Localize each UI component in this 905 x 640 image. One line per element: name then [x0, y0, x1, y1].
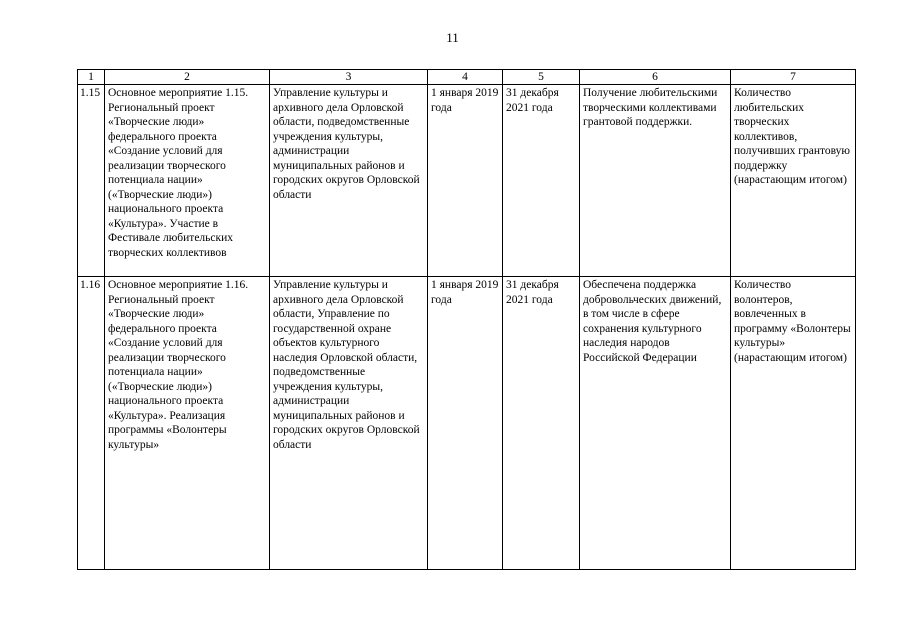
- result-cell: Получение любительскими творческими коллективами грантовой поддержки.: [580, 85, 731, 277]
- column-header-3: 3: [270, 70, 428, 85]
- activity-cell: Основное мероприятие 1.15. Региональный проект «Творческие люди» федерального проекта «Создание условий для реализации творческого потенциала нации» («Творческие люди») национального проекта «Культура». Участие в Фестивале любительских творческих коллективов: [105, 85, 270, 277]
- end-date-cell: 31 декабря 2021 года: [503, 85, 580, 277]
- table-body: [78, 85, 856, 570]
- start-date-cell: 1 января 2019 года: [428, 277, 503, 570]
- activities-table: [77, 69, 856, 570]
- column-header-5: 5: [503, 70, 580, 85]
- row-number-cell: 1.15: [78, 85, 105, 277]
- column-header-1: 1: [78, 70, 105, 85]
- indicator-cell: Количество волонтеров, вовлеченных в программу «Волонтеры культуры» (нарастающим итогом): [731, 277, 856, 570]
- column-header-6: 6: [580, 70, 731, 85]
- table-header: [78, 70, 856, 85]
- table-row: [78, 85, 856, 277]
- page-number: 11: [446, 30, 459, 45]
- executor-cell: Управление культуры и архивного дела Орловской области, Управление по государственной охране объектов культурного наследия Орловской области, подведомственные учреждения культуры, администрации муниципальных районов и городских округов Орловской области: [270, 277, 428, 570]
- indicator-cell: Количество любительских творческих коллективов, получивших грантовую поддержку (нарастающим итогом): [731, 85, 856, 277]
- activity-cell: Основное мероприятие 1.16. Региональный проект «Творческие люди» федерального проекта «Создание условий для реализации творческого потенциала нации» («Творческие люди») национального проекта «Культура». Реализация программы «Волонтеры культуры»: [105, 277, 270, 570]
- executor-cell: Управление культуры и архивного дела Орловской области, подведомственные учреждения культуры, администрации муниципальных районов и городских округов Орловской области: [270, 85, 428, 277]
- start-date-cell: 1 января 2019 года: [428, 85, 503, 277]
- header-row: [78, 70, 856, 85]
- result-cell: Обеспечена поддержка добровольческих движений, в том числе в сфере сохранения культурного наследия народов Российской Федерации: [580, 277, 731, 570]
- column-header-4: 4: [428, 70, 503, 85]
- column-header-7: 7: [731, 70, 856, 85]
- table-row: [78, 277, 856, 570]
- end-date-cell: 31 декабря 2021 года: [503, 277, 580, 570]
- column-header-2: 2: [105, 70, 270, 85]
- row-number-cell: 1.16: [78, 277, 105, 570]
